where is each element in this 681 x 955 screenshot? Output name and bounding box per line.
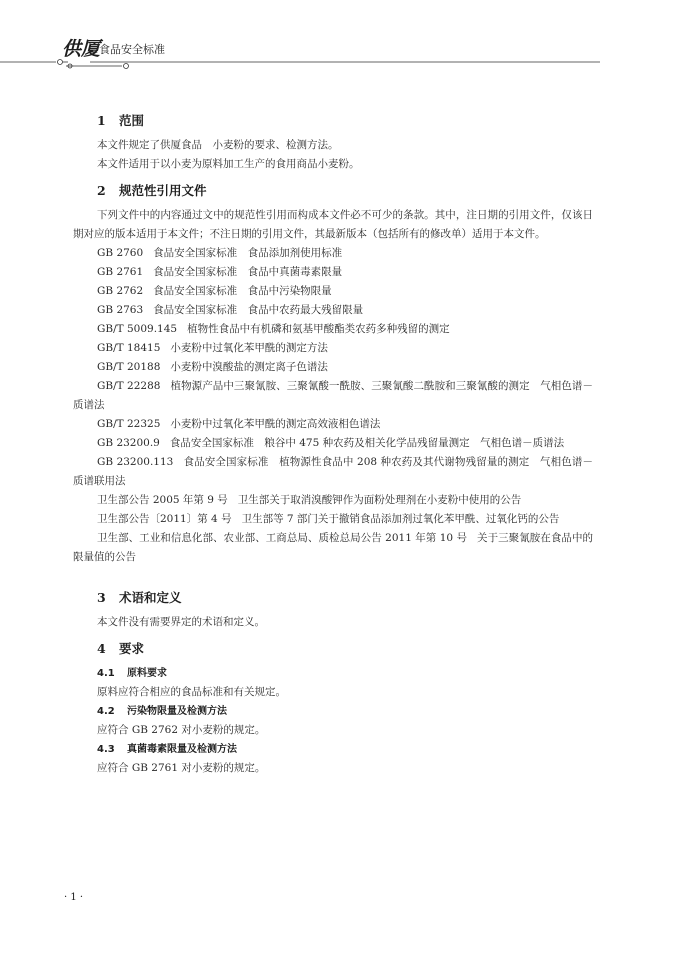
- reference-item: 卫生部公告〔2011〕第 4 号 卫生部等 7 部门关于撤销食品添加剂过氧化苯甲酰、过氧化钙的公告: [97, 513, 560, 525]
- header-title: 食品安全标准: [99, 43, 165, 56]
- brand-logo: 供厦: [62, 38, 101, 60]
- reference-item: GB 23200.113 食品安全国家标准 植物源性食品中 208 种农药及其代谢物残留量的测定 气相色谱－质谱联用法: [73, 456, 593, 487]
- section-3-heading: [73, 587, 593, 609]
- section-3-paragraph: 本文件没有需要界定的术语和定义。: [97, 616, 265, 628]
- subsection-4-1-heading: 4.1 原料要求: [97, 668, 167, 679]
- header-decoration: [0, 0, 681, 80]
- section-1-paragraph-1: 本文件规定了供厦食品 小麦粉的要求、检测方法。: [97, 139, 339, 151]
- subsection-4-3-text: 应符合 GB 2761 对小麦粉的规定。: [97, 762, 266, 774]
- section-number: 1: [97, 113, 106, 128]
- reference-item: GB/T 18415 小麦粉中过氧化苯甲酰的测定方法: [97, 342, 328, 354]
- section-1-heading: [73, 110, 593, 132]
- subsection-4-3-heading: 4.3 真菌毒素限量及检测方法: [97, 744, 237, 755]
- subsection-4-2-heading: 4.2 污染物限量及检测方法: [97, 706, 227, 717]
- reference-item: 卫生部公告 2005 年第 9 号 卫生部关于取消溴酸钾作为面粉处理剂在小麦粉中使用的公告: [97, 494, 522, 506]
- reference-item: GB 2762 食品安全国家标准 食品中污染物限量: [97, 285, 332, 297]
- reference-list: [73, 244, 593, 567]
- reference-item: GB/T 20188 小麦粉中溴酸盐的测定离子色谱法: [97, 361, 328, 373]
- section-title: 范围: [119, 113, 145, 128]
- reference-item: 卫生部、工业和信息化部、农业部、工商总局、质检总局公告 2011 年第 10 号 关于三聚氰胺在食品中的限量值的公告: [73, 532, 593, 563]
- page-header: [0, 0, 681, 80]
- reference-item: GB 2763 食品安全国家标准 食品中农药最大残留限量: [97, 304, 364, 316]
- section-1-paragraph-2: 本文件适用于以小麦为原料加工生产的食用商品小麦粉。: [97, 158, 360, 170]
- reference-item: GB 23200.9 食品安全国家标准 粮谷中 475 种农药及相关化学品残留量测定 气相色谱－质谱法: [97, 437, 565, 449]
- section-number: 3: [97, 590, 106, 605]
- document-body: [73, 110, 593, 778]
- section-2-intro: 下列文件中的内容通过文中的规范性引用而构成本文件必不可少的条款。其中，注日期的引用文件，仅该日期对应的版本适用于本文件；不注日期的引用文件，其最新版本（包括所有的修改单）适用于本文件。: [73, 209, 593, 240]
- section-2-heading: [73, 180, 593, 202]
- subsection-4-2-text: 应符合 GB 2762 对小麦粉的规定。: [97, 724, 266, 736]
- section-title: 规范性引用文件: [119, 183, 207, 198]
- reference-item: GB/T 22325 小麦粉中过氧化苯甲酰的测定高效液相色谱法: [97, 418, 381, 430]
- section-number: 4: [97, 641, 106, 656]
- section-title: 要求: [119, 641, 145, 656]
- reference-item: GB/T 22288 植物源产品中三聚氰胺、三聚氰酸一酰胺、三聚氰酸二酰胺和三聚氰酸的测定 气相色谱－质谱法: [73, 380, 593, 411]
- page-number: · 1 ·: [64, 892, 84, 903]
- section-number: 2: [97, 183, 106, 198]
- reference-item: GB 2760 食品安全国家标准 食品添加剂使用标准: [97, 247, 343, 259]
- section-4-heading: [73, 638, 593, 660]
- section-title: 术语和定义: [119, 590, 182, 605]
- subsection-4-1-text: 原料应符合相应的食品标准和有关规定。: [97, 686, 286, 698]
- reference-item: GB/T 5009.145 植物性食品中有机磷和氨基甲酸酯类农药多种残留的测定: [97, 323, 450, 335]
- reference-item: GB 2761 食品安全国家标准 食品中真菌毒素限量: [97, 266, 343, 278]
